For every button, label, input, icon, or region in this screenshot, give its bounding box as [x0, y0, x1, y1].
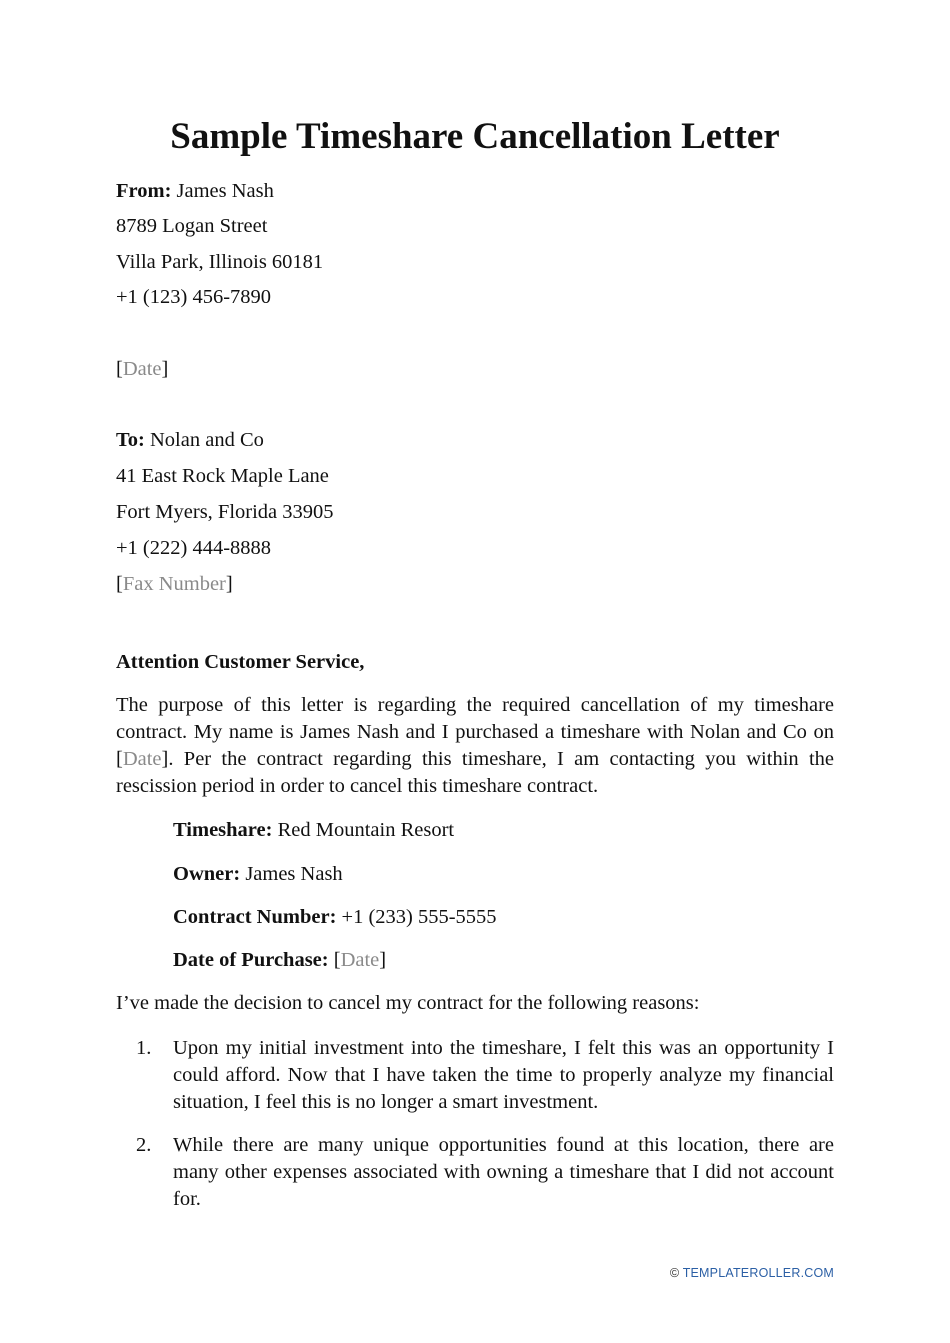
to-street: 41 East Rock Maple Lane — [116, 465, 329, 487]
timeshare-value: Red Mountain Resort — [277, 819, 455, 841]
contract-value: +1 (233) 555-5555 — [341, 906, 497, 928]
date-line: [Date] — [116, 358, 169, 380]
reason-1-text: Upon my initial investment into the timeshare, I felt this was an opportunity I could afford. Now that I have taken the time to properly analyze my financial situation, I feel this is no longer a smart investment. — [173, 1037, 834, 1113]
salutation: Attention Customer Service, — [116, 651, 365, 673]
timeshare-label: Timeshare: — [173, 819, 273, 841]
reason-2-text: While there are many unique opportunities found at this location, there are many other expenses associated with owning a timeshare that I did not account for. — [173, 1134, 834, 1210]
to-phone: +1 (222) 444-8888 — [116, 537, 272, 559]
from-name: James Nash — [176, 180, 274, 202]
detail-timeshare — [173, 816, 454, 844]
to-fax-line: [Fax Number] — [116, 573, 233, 595]
date-placeholder: Date — [122, 358, 162, 380]
to-name: Nolan and Co — [150, 429, 264, 451]
purchase-label: Date of Purchase: — [173, 949, 329, 971]
reason-2-number: 2. — [136, 1134, 152, 1156]
owner-value: James Nash — [245, 863, 343, 885]
footer-site-link[interactable]: TEMPLATEROLLER.COM — [682, 1266, 834, 1280]
to-label: To: — [116, 429, 145, 451]
reason-1-number: 1. — [136, 1037, 152, 1059]
from-city: Villa Park, Illinois 60181 — [116, 251, 324, 273]
footer-credit — [670, 1266, 834, 1280]
copyright-symbol: © — [669, 1266, 680, 1280]
detail-purchase-date: Date of Purchase: [Date] — [173, 949, 387, 971]
detail-contract — [173, 903, 497, 931]
paragraph-purpose: The purpose of this letter is regarding the required cancellation of my timeshare contract. My name is James Nash and I purchased a timeshare with Nolan and Co on [Date]. Per the contract regarding this timeshare, I am contacting you within the rescission period in order to cancel this timeshare contract. — [116, 694, 834, 797]
to-city: Fort Myers, Florida 33905 — [116, 501, 334, 523]
from-label: From: — [116, 180, 172, 202]
purchase-date-placeholder: Date — [122, 748, 162, 770]
reasons-intro: I’ve made the decision to cancel my contract for the following reasons: — [116, 992, 700, 1014]
purchase-placeholder: Date — [340, 949, 380, 971]
paragraph-purpose-start: The purpose of this letter is regarding the required cancellation of my timeshare contract. My name is James Nash and I purchased a timeshare with Nolan and Co on — [116, 694, 834, 743]
owner-label: Owner: — [173, 863, 241, 885]
paragraph-purpose-end: . Per the contract regarding this timeshare, I am contacting you within the rescission period in order to cancel this timeshare contract. — [116, 748, 834, 797]
contract-label: Contract Number: — [173, 906, 337, 928]
to-name-line — [116, 426, 264, 454]
fax-placeholder: Fax Number — [122, 573, 226, 595]
from-phone: +1 (123) 456-7890 — [116, 286, 272, 308]
from-name-line — [116, 177, 274, 205]
document-title: Sample Timeshare Cancellation Letter — [170, 116, 780, 157]
from-street: 8789 Logan Street — [116, 215, 268, 237]
detail-owner — [173, 860, 343, 888]
